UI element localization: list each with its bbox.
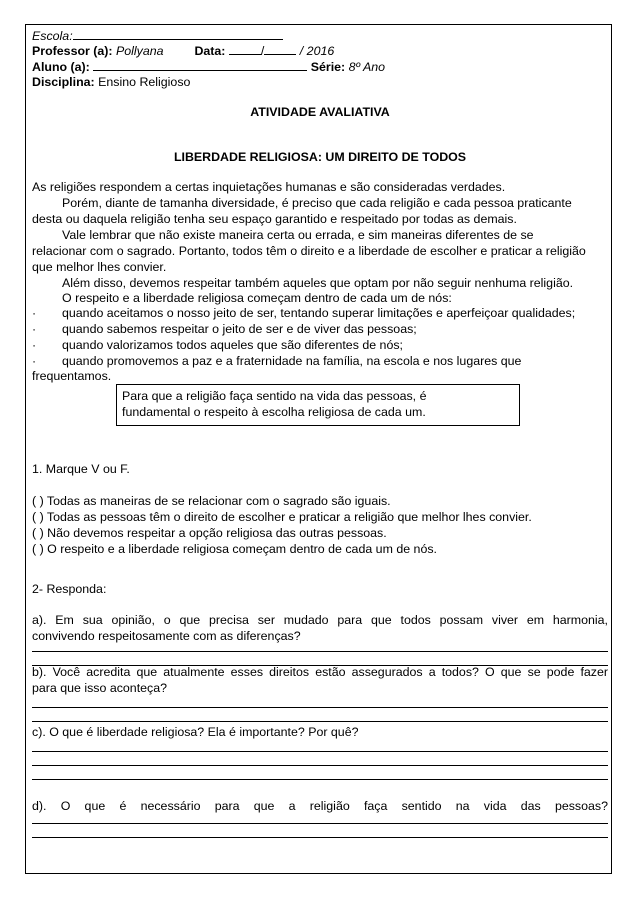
paragraph-line: O respeito e a liberdade religiosa começam dentro de cada um de nós: — [62, 291, 452, 305]
activity-title: ATIVIDADE AVALIATIVA — [250, 105, 390, 119]
student-name-blank[interactable] — [93, 59, 307, 71]
answer-line[interactable] — [32, 651, 608, 652]
highlight-box — [116, 384, 520, 426]
date-day-blank[interactable] — [229, 43, 261, 55]
highlight-line: Para que a religião faça sentido na vida das pessoas, é — [122, 389, 427, 403]
answer-line[interactable] — [32, 837, 608, 838]
question-2c-line: c). O que é liberdade religiosa? Ela é importante? Por quê? — [32, 725, 359, 739]
true-false-item[interactable]: ( ) Todas as maneiras de se relacionar com o sagrado são iguais. — [32, 494, 391, 508]
paragraph-line: relacionar com o sagrado. Portanto, todos têm o direito e a liberdade de escolher e praticar a religião — [32, 244, 586, 258]
teacher-date-row: Professor (a): Pollyana Data: / / 2016 — [32, 44, 335, 58]
student-label: Aluno (a): — [32, 60, 90, 74]
answer-line[interactable] — [32, 779, 608, 780]
teacher-label: Professor (a): — [32, 44, 113, 58]
highlight-line: fundamental o respeito à escolha religiosa de cada um. — [122, 405, 426, 419]
question-2d-line: d). O que é necessário para que a religião faça sentido na vida das pessoas? — [32, 799, 608, 813]
question-2b-line: b). Você acredita que atualmente esses direitos estão assegurados a todos? O que se pode fazer — [32, 665, 608, 679]
paragraph-line: Porém, diante de tamanha diversidade, é preciso que cada religião e cada pessoa praticante — [62, 196, 572, 210]
bullet-item: · quando promovemos a paz e a fraternidade na família, na escola e nos lugares que — [32, 354, 522, 368]
teacher-value: Pollyana — [116, 44, 164, 58]
question-1-title: 1. Marque V ou F. — [32, 462, 130, 476]
bullet-item: · quando sabemos respeitar o jeito de ser e de viver das pessoas; — [32, 322, 417, 336]
school-blank[interactable] — [73, 28, 283, 40]
question-2a-line: convivendo respeitosamente com as diferenças? — [32, 629, 301, 643]
true-false-item[interactable]: ( ) Todas as pessoas têm o direito de escolher e praticar a religião que melhor lhes convier. — [32, 510, 532, 524]
question-2-title: 2- Responda: — [32, 582, 107, 596]
answer-line[interactable] — [32, 823, 608, 824]
paragraph-line: que melhor lhes convier. — [32, 260, 167, 274]
subject-label: Disciplina: — [32, 75, 95, 89]
question-2a-line: a). Em sua opinião, o que precisa ser mudado para que todos possam viver em harmonia, — [32, 613, 608, 627]
paragraph-line: Além disso, devemos respeitar também aqueles que optam por não seguir nenhuma religião. — [62, 276, 574, 290]
answer-line[interactable] — [32, 765, 608, 766]
bullet-item: · quando valorizamos todos aqueles que são diferentes de nós; — [32, 338, 403, 352]
answer-line[interactable] — [32, 707, 608, 708]
paragraph-line: As religiões respondem a certas inquietações humanas e são consideradas verdades. — [32, 180, 506, 194]
true-false-item[interactable]: ( ) O respeito e a liberdade religiosa começam dentro de cada um de nós. — [32, 542, 437, 556]
school-field: Escola: — [32, 28, 608, 44]
date-month-blank[interactable] — [264, 43, 296, 55]
question-2b-line: para que isso aconteça? — [32, 681, 168, 695]
subject-value: Ensino Religioso — [98, 75, 191, 89]
answer-line[interactable] — [32, 721, 608, 722]
text-title: LIBERDADE RELIGIOSA: UM DIREITO DE TODOS — [173, 150, 467, 164]
bullet-continuation: frequentamos. — [32, 369, 112, 383]
date-year: / 2016 — [299, 44, 335, 58]
paragraph-line: desta ou daquela religião tenha seu espaço garantido e respeitado por todas as demais. — [32, 212, 517, 226]
grade-value: 8º Ano — [348, 60, 386, 74]
paragraph-line: Vale lembrar que não existe maneira certa ou errada, e sim maneiras diferentes de se — [62, 228, 534, 242]
student-row — [32, 59, 608, 75]
bullet-item: · quando aceitamos o nosso jeito de ser, tentando superar limitações e aperfeiçoar qualidades; — [32, 306, 576, 320]
date-label: Data: — [194, 44, 226, 58]
answer-line[interactable] — [32, 751, 608, 752]
true-false-item[interactable]: ( ) Não devemos respeitar a opção religiosa das outras pessoas. — [32, 526, 387, 540]
subject-row — [32, 75, 608, 90]
grade-label: Série: — [310, 60, 346, 74]
